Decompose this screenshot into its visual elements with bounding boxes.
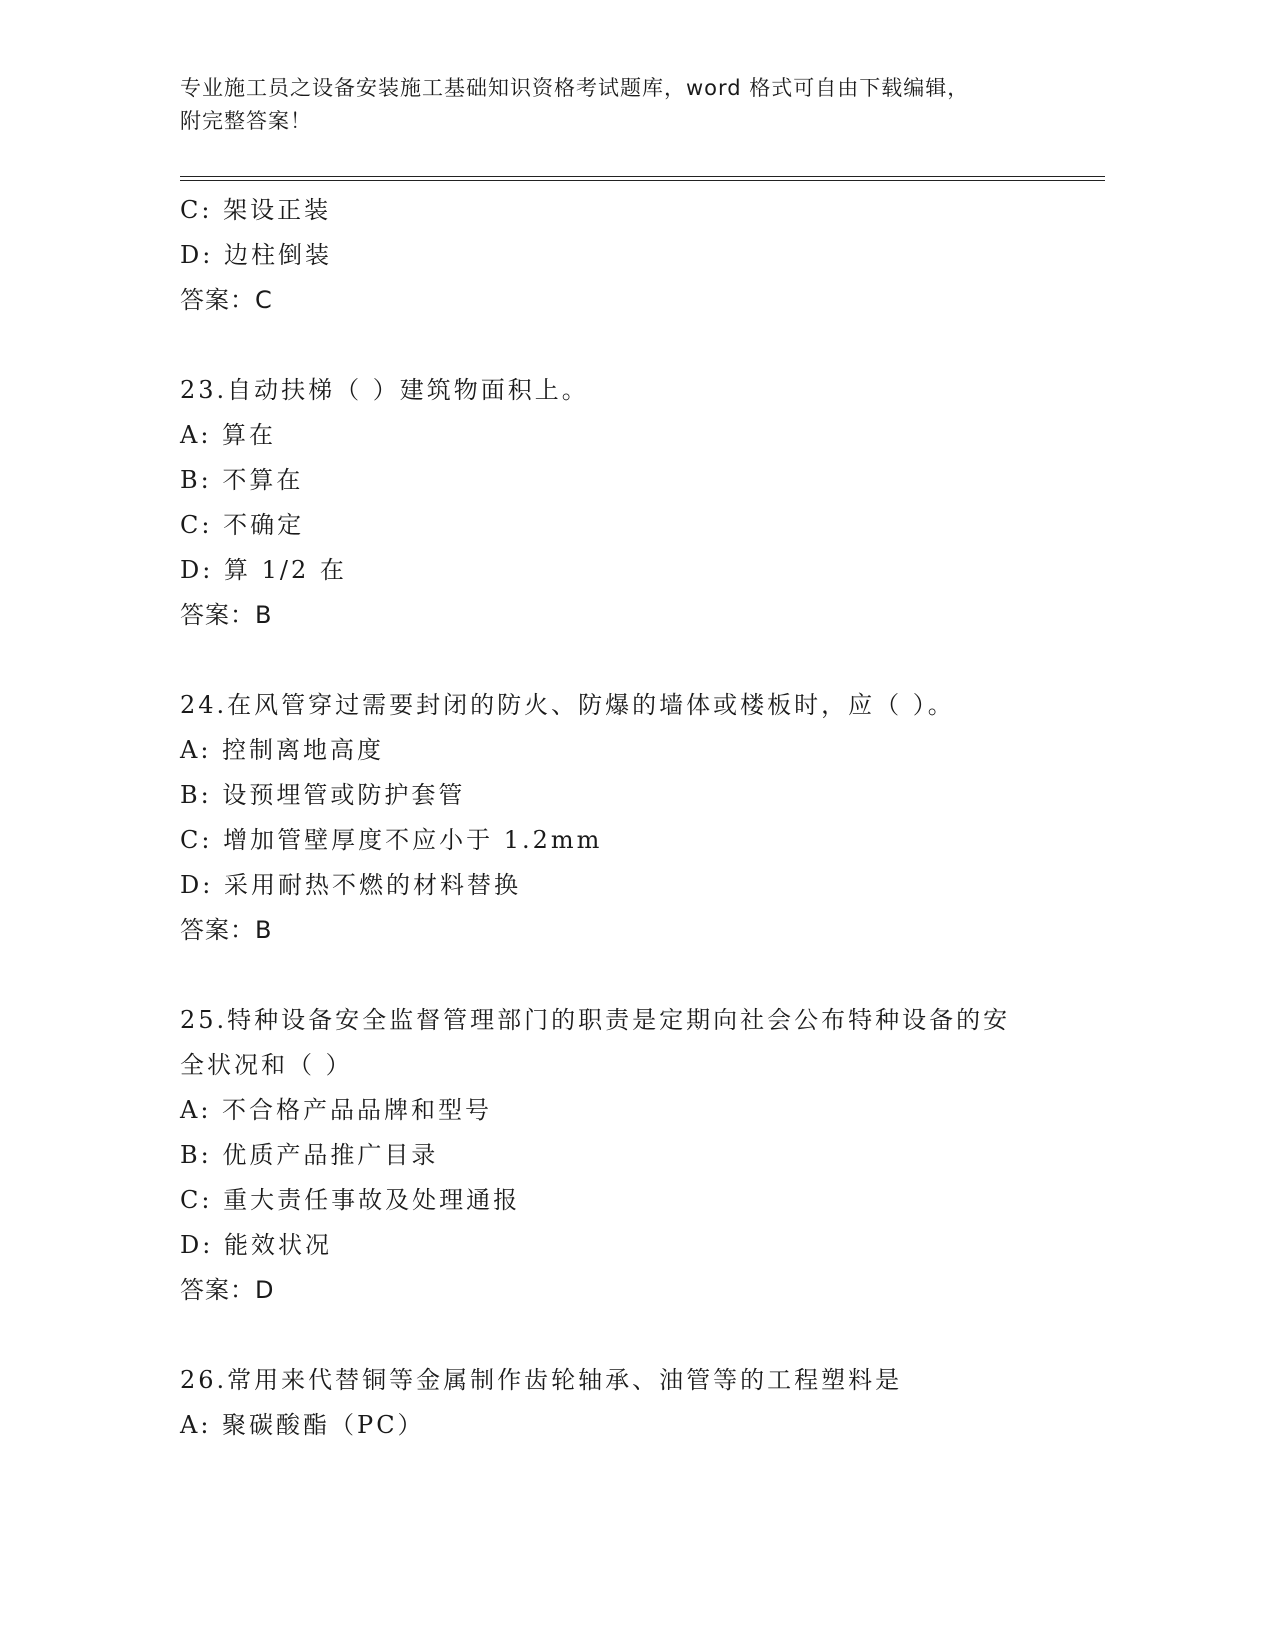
option-d: D: 采用耐热不燃的材料替换	[180, 871, 521, 899]
spacer	[180, 1313, 1100, 1358]
spacer	[180, 323, 1100, 368]
option-a: A: 聚碳酸酯（PC）	[180, 1411, 425, 1439]
option-b: B: 设预埋管或防护套管	[180, 781, 466, 809]
question-text-line-1: 25.特种设备安全监督管理部门的职责是定期向社会公布特种设备的安	[180, 1006, 1011, 1034]
option-b: B: 不算在	[180, 466, 304, 494]
answer: 答案：B	[180, 601, 273, 629]
option-c: C: 架设正装	[180, 196, 332, 224]
question-22-continued	[180, 188, 1100, 323]
question-26	[180, 1358, 1100, 1448]
option-a: A: 算在	[180, 421, 277, 449]
option-b: B: 优质产品推广目录	[180, 1141, 439, 1169]
option-a: A: 控制离地高度	[180, 736, 385, 764]
option-d: D: 边柱倒装	[180, 241, 332, 269]
header-line-1: 专业施工员之设备安装施工基础知识资格考试题库，word 格式可自由下载编辑，	[180, 76, 970, 100]
option-d: D: 算 1/2 在	[180, 556, 347, 584]
question-23	[180, 368, 1100, 638]
answer: 答案：C	[180, 286, 273, 314]
option-d: D: 能效状况	[180, 1231, 332, 1259]
question-text: 23.自动扶梯（ ）建筑物面积上。	[180, 376, 589, 404]
page-header	[180, 72, 1100, 138]
question-25	[180, 998, 1100, 1313]
question-24	[180, 683, 1100, 953]
question-text-line-2: 全状况和（ ）	[180, 1051, 353, 1079]
spacer	[180, 953, 1100, 998]
option-c: C: 不确定	[180, 511, 305, 539]
option-c: C: 重大责任事故及处理通报	[180, 1186, 521, 1214]
header-divider	[180, 176, 1105, 181]
question-text: 26.常用来代替铜等金属制作齿轮轴承、油管等的工程塑料是	[180, 1366, 903, 1394]
answer: 答案：D	[180, 1276, 275, 1304]
answer: 答案：B	[180, 916, 273, 944]
question-list	[180, 188, 1100, 1448]
option-c: C: 增加管壁厚度不应小于 1.2mm	[180, 826, 603, 854]
header-line-2: 附完整答案！	[180, 109, 312, 133]
question-text: 24.在风管穿过需要封闭的防火、防爆的墙体或楼板时，应（ ）。	[180, 691, 955, 719]
spacer	[180, 638, 1100, 683]
option-a: A: 不合格产品品牌和型号	[180, 1096, 493, 1124]
